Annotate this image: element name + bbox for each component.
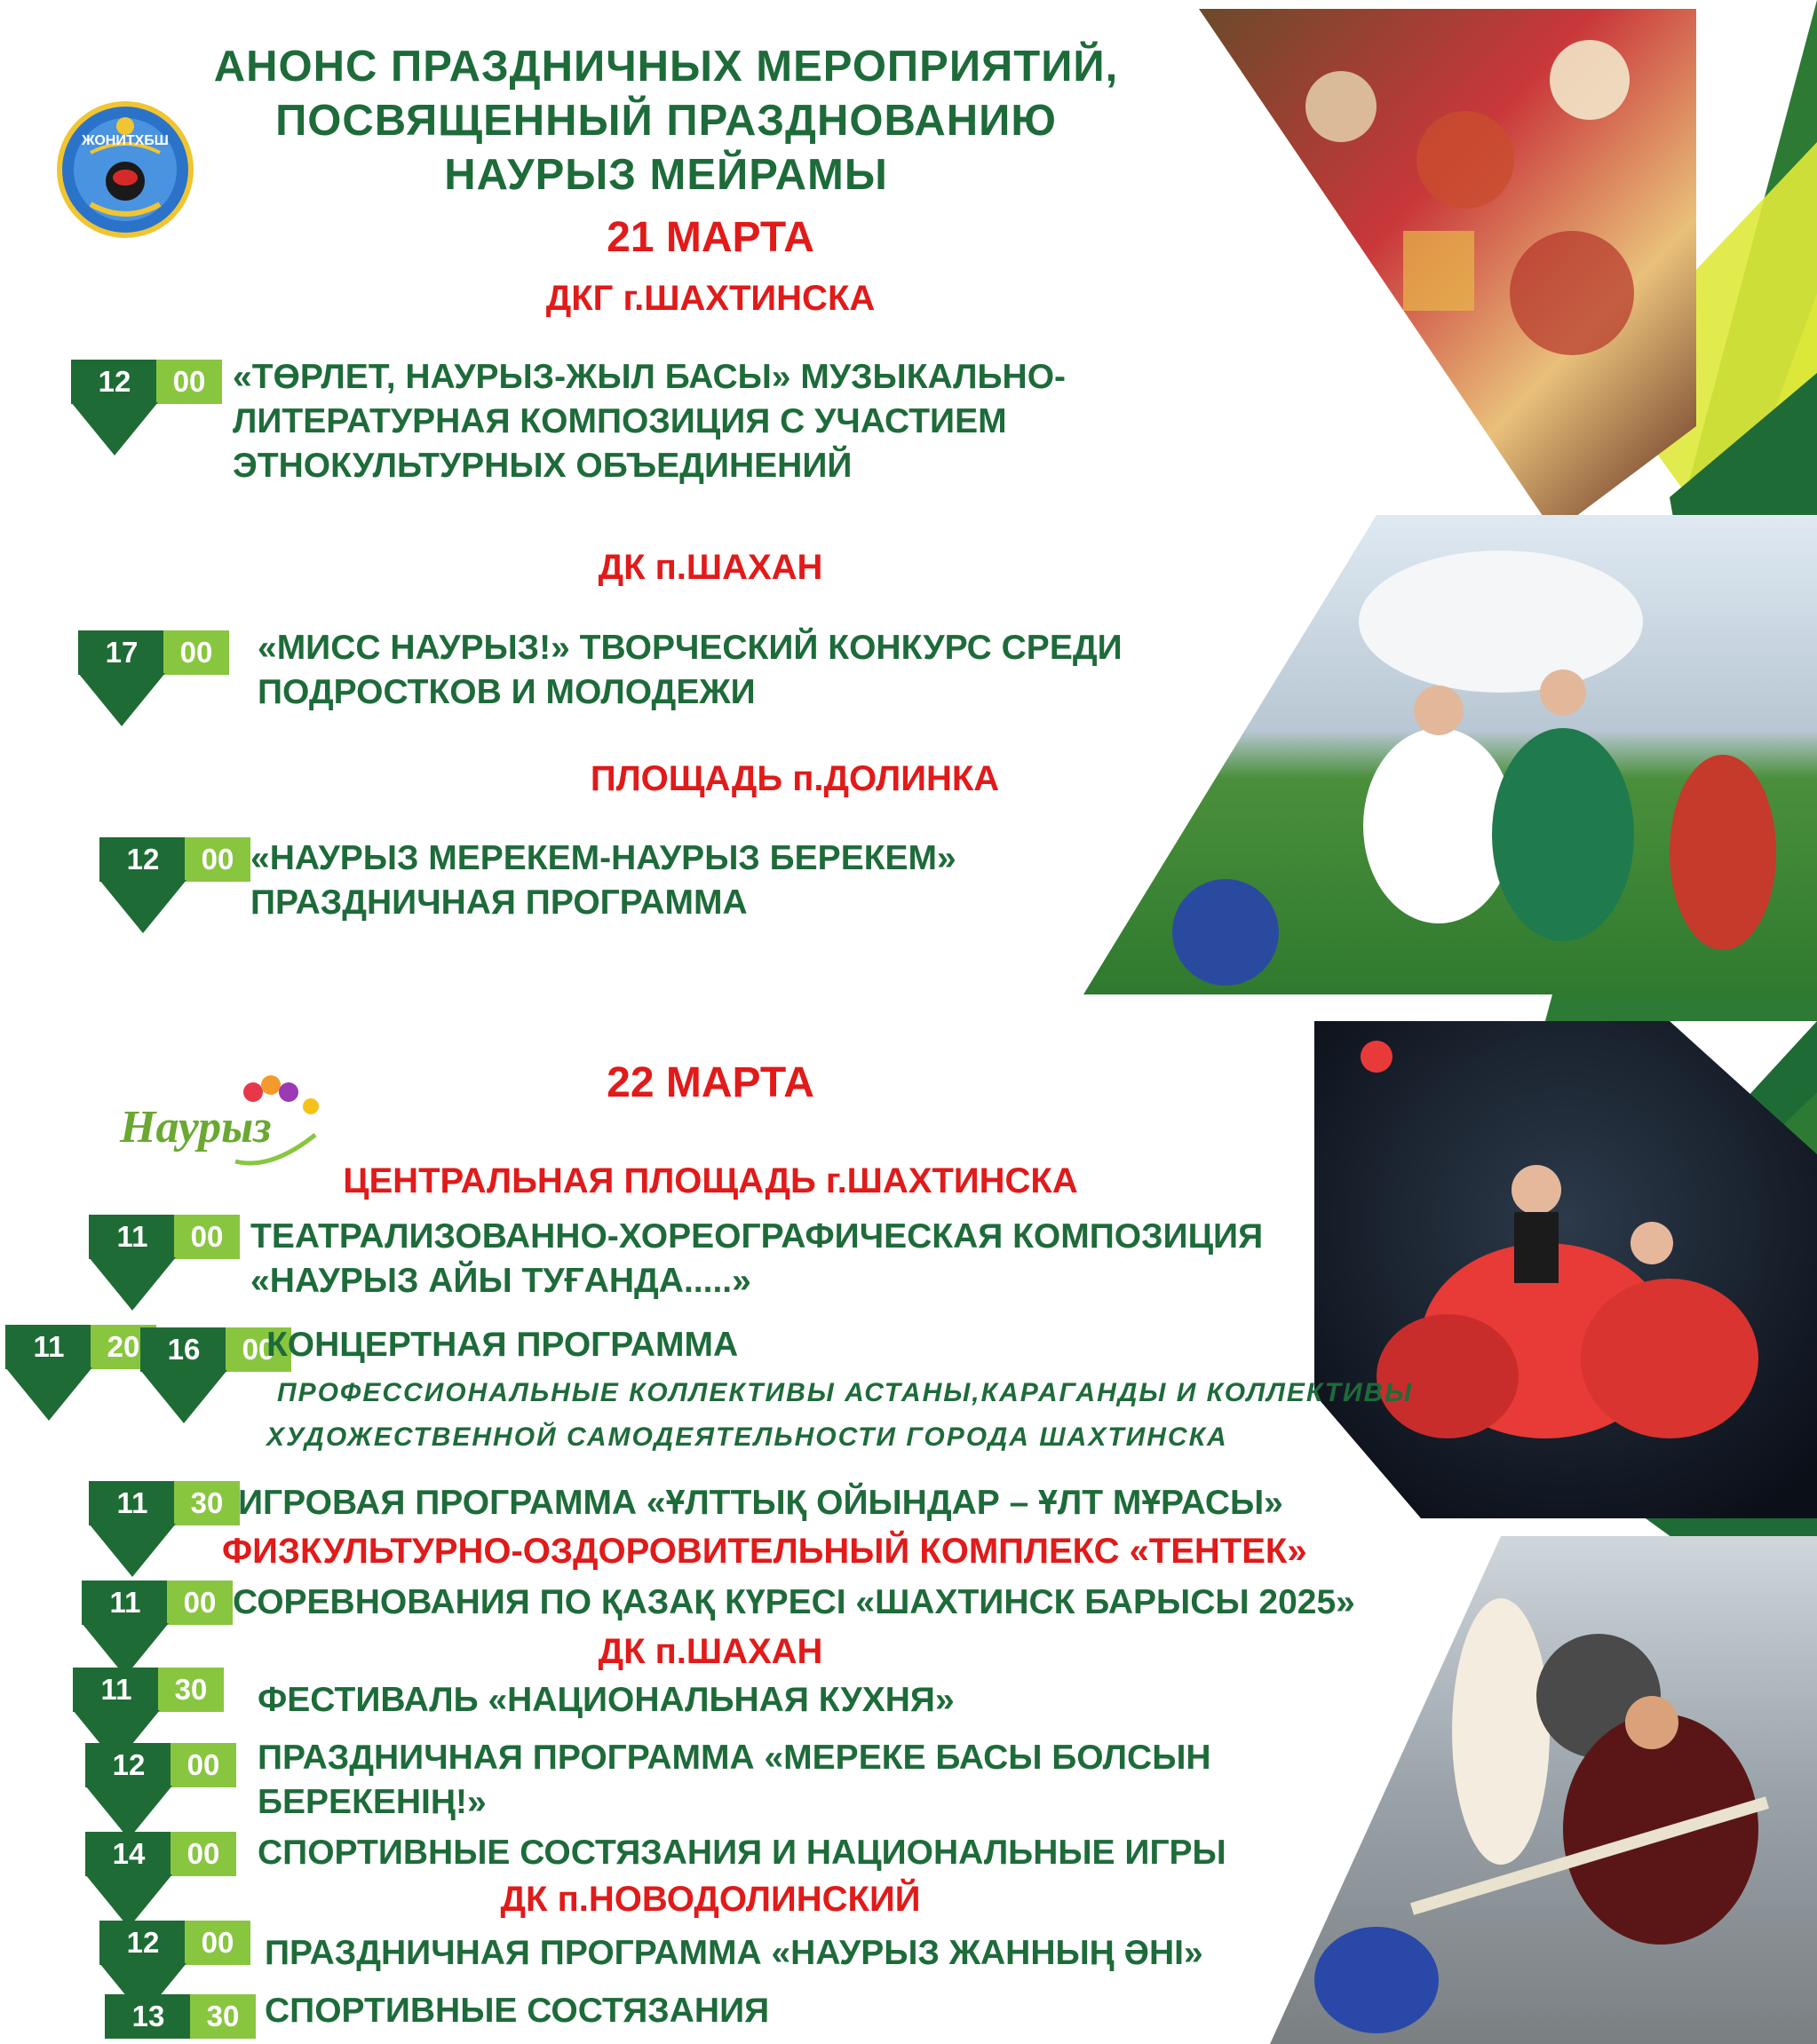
event-text: ТЕАТРАЛИЗОВАННО-ХОРЕОГРАФИЧЕСКАЯ КОМПОЗИЦИЯ bbox=[250, 1217, 1264, 1256]
page-title-line-2: ПОСВЯЩЕННЫЙ ПРАЗДНОВАНИЮ bbox=[275, 97, 1057, 145]
time-badge bbox=[89, 1215, 240, 1321]
date-22-march: 22 МАРТА bbox=[607, 1059, 814, 1106]
time-minutes: 00 bbox=[185, 1921, 250, 1965]
event-text: «ТӨРЛЕТ, НАУРЫЗ-ЖЫЛ БАСЫ» МУЗЫКАЛЬНО- bbox=[233, 358, 1067, 396]
time-arrow bbox=[78, 673, 165, 726]
time-arrow bbox=[85, 1874, 172, 1928]
event-text: ФЕСТИВАЛЬ «НАЦИОНАЛЬНАЯ КУХНЯ» bbox=[258, 1681, 955, 1719]
event-text: ПРАЗДНИЧНАЯ ПРОГРАММА bbox=[250, 883, 748, 922]
time-badge bbox=[99, 837, 250, 944]
time-minutes: 00 bbox=[171, 1743, 236, 1787]
event-text: «НАУРЫЗ АЙЫ ТУҒАНДА.....» bbox=[250, 1262, 751, 1300]
page-title-line-3: НАУРЫЗ МЕЙРАМЫ bbox=[444, 151, 888, 199]
time-hour: 11 bbox=[5, 1325, 92, 1369]
time-hour: 11 bbox=[89, 1481, 176, 1525]
time-minutes: 30 bbox=[158, 1668, 224, 1712]
time-hour: 12 bbox=[71, 360, 158, 404]
time-minutes: 00 bbox=[163, 630, 229, 675]
venue-square-dolinka: ПЛОЩАДЬ п.ДОЛИНКА bbox=[590, 759, 1000, 798]
date-21-march: 21 МАРТА bbox=[607, 214, 814, 261]
event-text: БЕРЕКЕНІҢ!» bbox=[258, 1783, 487, 1821]
time-badge bbox=[105, 1994, 256, 2044]
time-hour: 11 bbox=[82, 1581, 169, 1625]
photo-stage-dancers bbox=[1314, 1021, 1817, 1518]
event-text: ЭТНОКУЛЬТУРНЫХ ОБЪЕДИНЕНИЙ bbox=[233, 447, 853, 485]
time-minutes: 00 bbox=[156, 360, 222, 404]
time-minutes: 00 bbox=[167, 1581, 233, 1625]
time-hour: 12 bbox=[85, 1743, 172, 1787]
time-minutes: 20 bbox=[91, 1325, 156, 1369]
time-hour: 12 bbox=[99, 1921, 186, 1965]
page-title-line-1: АНОНС ПРАЗДНИЧНЫХ МЕРОПРИЯТИЙ, bbox=[213, 43, 1119, 91]
event-text: ПРАЗДНИЧНАЯ ПРОГРАММА «МЕРЕКЕ БАСЫ БОЛСЫН bbox=[258, 1739, 1211, 1777]
time-hour: 12 bbox=[99, 837, 186, 882]
time-hour: 17 bbox=[78, 630, 165, 675]
photo-nauryz-book bbox=[1199, 0, 1696, 533]
time-arrow bbox=[71, 402, 158, 456]
event-text: ПОДРОСТКОВ И МОЛОДЕЖИ bbox=[258, 673, 756, 711]
nauryz-logo bbox=[111, 1073, 324, 1175]
time-minutes: 00 bbox=[171, 1832, 236, 1876]
event-text: ЛИТЕРАТУРНАЯ КОМПОЗИЦИЯ С УЧАСТИЕМ bbox=[233, 402, 1007, 440]
venue-dk-novodolinsky: ДК п.НОВОДОЛИНСКИЙ bbox=[500, 1880, 921, 1919]
event-text: СОРЕВНОВАНИЯ ПО ҚАЗАҚ КҮРЕСІ «ШАХТИНСК БАРЫСЫ 2025» bbox=[233, 1583, 1355, 1621]
event-text: ИГРОВАЯ ПРОГРАММА «ҰЛТТЫҚ ОЙЫНДАР – ҰЛТ МҰРАСЫ» bbox=[238, 1484, 1283, 1522]
venue-dkg-shakhtinsk: ДКГ г.ШАХТИНСКА bbox=[545, 279, 876, 318]
time-arrow bbox=[140, 1370, 227, 1423]
event-text: «МИСС НАУРЫЗ!» ТВОРЧЕСКИЙ КОНКУРС СРЕДИ bbox=[258, 629, 1123, 667]
time-badge bbox=[78, 630, 229, 737]
time-arrow bbox=[89, 1524, 176, 1577]
venue-dk-shakhan: ДК п.ШАХАН bbox=[598, 1632, 823, 1671]
emblem-label: ЖОНИТХБШ bbox=[82, 133, 169, 148]
event-text: СПОРТИВНЫЕ СОСТЯЗАНИЯ И НАЦИОНАЛЬНЫЕ ИГРЫ bbox=[258, 1834, 1226, 1872]
event-text: СПОРТИВНЫЕ СОСТЯЗАНИЯ bbox=[265, 1992, 770, 2030]
time-hour: 11 bbox=[89, 1215, 176, 1259]
time-arrow bbox=[89, 1257, 176, 1311]
time-hour: 13 bbox=[105, 1994, 192, 2039]
time-badge bbox=[71, 360, 222, 466]
event-text: «НАУРЫЗ МЕРЕКЕМ-НАУРЫЗ БЕРЕКЕМ» bbox=[250, 839, 956, 877]
photo-miss-nauryz-dancers bbox=[1083, 515, 1817, 994]
time-badge bbox=[5, 1325, 156, 1431]
time-arrow bbox=[99, 880, 186, 933]
venue-dk-shakhan: ДК п.ШАХАН bbox=[598, 548, 823, 587]
time-hour: 16 bbox=[140, 1327, 227, 1372]
venue-tentek-complex: ФИЗКУЛЬТУРНО-ОЗДОРОВИТЕЛЬНЫЙ КОМПЛЕКС «ТЕНТЕК» bbox=[222, 1532, 1307, 1571]
event-subtext: ПРОФЕССИОНАЛЬНЫЕ КОЛЛЕКТИВЫ АСТАНЫ,КАРАГАНДЫ И КОЛЛЕКТИВЫ bbox=[277, 1378, 1414, 1407]
time-hour: 11 bbox=[73, 1668, 160, 1712]
time-minutes: 30 bbox=[174, 1481, 240, 1525]
time-minutes: 00 bbox=[174, 1215, 240, 1259]
time-hour: 14 bbox=[85, 1832, 172, 1876]
time-badge bbox=[89, 1481, 240, 1588]
nauryz-logo-text: Наурыз bbox=[120, 1102, 272, 1153]
event-text: ПРАЗДНИЧНАЯ ПРОГРАММА «НАУРЫЗ ЖАННЫҢ ӘНІ» bbox=[265, 1934, 1203, 1972]
time-minutes: 00 bbox=[226, 1327, 291, 1372]
time-minutes: 30 bbox=[190, 1994, 256, 2039]
venue-central-square-shakhtinsk: ЦЕНТРАЛЬНАЯ ПЛОЩАДЬ г.ШАХТИНСКА bbox=[343, 1161, 1078, 1200]
event-text: КОНЦЕРТНАЯ ПРОГРАММА bbox=[266, 1326, 739, 1364]
event-subtext: ХУДОЖЕСТВЕННОЙ САМОДЕЯТЕЛЬНОСТИ ГОРОДА ШАХТИНСКА bbox=[266, 1422, 1228, 1452]
time-arrow bbox=[5, 1367, 92, 1421]
time-arrow bbox=[85, 1786, 172, 1839]
time-minutes: 00 bbox=[185, 837, 250, 882]
